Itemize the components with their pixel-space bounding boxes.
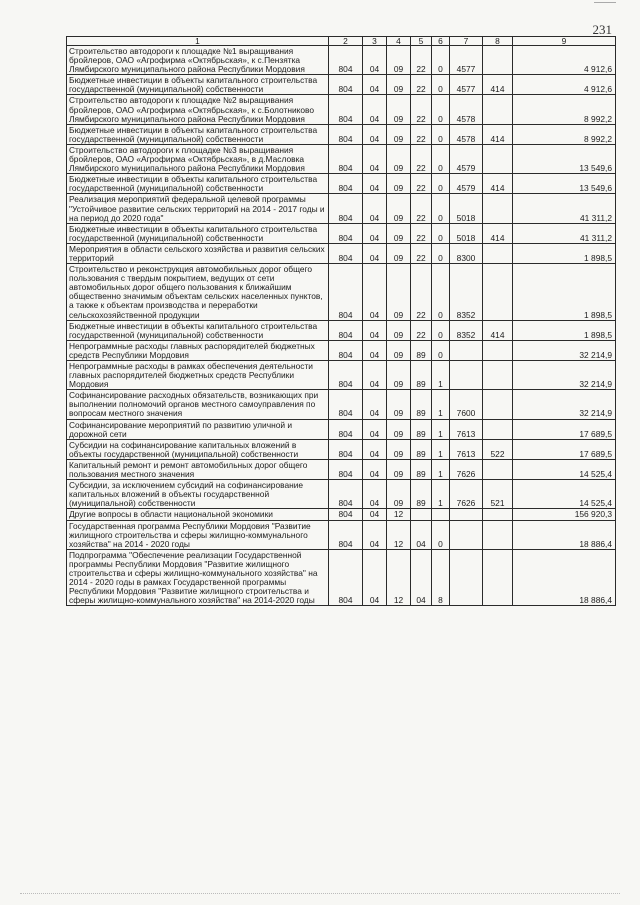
cell-c5: 22 — [411, 320, 432, 340]
cell-c5: 89 — [411, 439, 432, 459]
cell-c7: 7626 — [450, 480, 483, 509]
cell-c2: 804 — [329, 390, 363, 419]
cell-c9: 17 689,5 — [513, 419, 616, 439]
cell-c2: 804 — [329, 419, 363, 439]
cell-c6: 0 — [432, 75, 450, 95]
cell-c2: 804 — [329, 520, 363, 549]
cell-c6: 1 — [432, 480, 450, 509]
cell-c6: 0 — [432, 243, 450, 263]
cell-c7 — [450, 509, 483, 520]
cell-c8 — [483, 144, 513, 173]
cell-c5: 22 — [411, 75, 432, 95]
cell-c9: 13 549,6 — [513, 174, 616, 194]
cell-c6: 1 — [432, 361, 450, 390]
cell-c5: 04 — [411, 520, 432, 549]
cell-c2: 804 — [329, 223, 363, 243]
cell-c8: 521 — [483, 480, 513, 509]
column-header: 1 — [67, 37, 329, 46]
table-row — [67, 509, 616, 520]
cell-c4: 09 — [387, 459, 411, 479]
cell-c4: 12 — [387, 520, 411, 549]
row-name: Непрограммные расходы главных распорядителей бюджетных средств Республики Мордовия — [67, 340, 329, 360]
cell-c2: 804 — [329, 75, 363, 95]
cell-c4: 09 — [387, 46, 411, 75]
cell-c9: 156 920,3 — [513, 509, 616, 520]
scan-mark — [594, 2, 616, 3]
cell-c8 — [483, 243, 513, 263]
table-row — [67, 549, 616, 606]
cell-c6 — [432, 509, 450, 520]
cell-c9: 1 898,5 — [513, 243, 616, 263]
cell-c4: 09 — [387, 144, 411, 173]
row-name: Строительство и реконструкция автомобильных дорог общего пользования с твердым покрытием, ведущих от сети автомобильных дорог общего пользования к ближайшим общественно значимым объектам сельских населенных пунктов, а также к объектам производства и переработки сельскохозяйственной продукции — [67, 264, 329, 321]
cell-c8 — [483, 361, 513, 390]
column-header: 4 — [387, 37, 411, 46]
table-row — [67, 340, 616, 360]
cell-c8: 414 — [483, 124, 513, 144]
cell-c8 — [483, 509, 513, 520]
table-row — [67, 439, 616, 459]
cell-c8: 522 — [483, 439, 513, 459]
scan-edge — [20, 893, 620, 895]
cell-c8 — [483, 520, 513, 549]
cell-c5: 22 — [411, 174, 432, 194]
cell-c5: 22 — [411, 243, 432, 263]
cell-c4: 09 — [387, 243, 411, 263]
cell-c2: 804 — [329, 361, 363, 390]
cell-c5: 22 — [411, 46, 432, 75]
table-row — [67, 264, 616, 321]
cell-c3: 04 — [363, 459, 387, 479]
row-name: Строительство автодороги к площадке №2 выращивания бройлеров, ОАО «Агрофирма «Октябрьская», к с.Болотниково Лямбирского муниципального района Республики Мордовия — [67, 95, 329, 124]
cell-c8 — [483, 46, 513, 75]
cell-c4: 09 — [387, 124, 411, 144]
column-header: 8 — [483, 37, 513, 46]
cell-c8 — [483, 390, 513, 419]
cell-c6: 0 — [432, 264, 450, 321]
cell-c7: 7626 — [450, 459, 483, 479]
cell-c2: 804 — [329, 144, 363, 173]
cell-c2: 804 — [329, 509, 363, 520]
row-name: Бюджетные инвестиции в объекты капитального строительства государственной (муниципальной) собственности — [67, 174, 329, 194]
cell-c5: 22 — [411, 144, 432, 173]
cell-c6: 0 — [432, 174, 450, 194]
cell-c3: 04 — [363, 243, 387, 263]
cell-c3: 04 — [363, 95, 387, 124]
cell-c2: 804 — [329, 480, 363, 509]
cell-c9: 41 311,2 — [513, 194, 616, 223]
row-name: Капитальный ремонт и ремонт автомобильных дорог общего пользования местного значения — [67, 459, 329, 479]
cell-c9: 1 898,5 — [513, 264, 616, 321]
table-row — [67, 320, 616, 340]
cell-c5: 89 — [411, 480, 432, 509]
cell-c2: 804 — [329, 124, 363, 144]
cell-c8 — [483, 459, 513, 479]
row-name: Бюджетные инвестиции в объекты капитального строительства государственной (муниципальной) собственности — [67, 223, 329, 243]
cell-c9: 4 912,6 — [513, 46, 616, 75]
row-name: Непрограммные расходы в рамках обеспечения деятельности главных распорядителей бюджетных средств Республики Мордовия — [67, 361, 329, 390]
cell-c3: 04 — [363, 223, 387, 243]
table-row — [67, 46, 616, 75]
cell-c4: 09 — [387, 419, 411, 439]
cell-c2: 804 — [329, 95, 363, 124]
cell-c2: 804 — [329, 243, 363, 263]
cell-c9: 8 992,2 — [513, 95, 616, 124]
cell-c6: 0 — [432, 223, 450, 243]
row-name: Строительство автодороги к площадке №1 выращивания бройлеров, ОАО «Агрофирма «Октябрьская», к с.Пензятка Лямбирского муниципального района Республики Мордовия — [67, 46, 329, 75]
row-name: Бюджетные инвестиции в объекты капитального строительства государственной (муниципальной) собственности — [67, 124, 329, 144]
cell-c6: 1 — [432, 459, 450, 479]
row-name: Софинансирование мероприятий по развитию уличной и дорожной сети — [67, 419, 329, 439]
cell-c3: 04 — [363, 340, 387, 360]
cell-c6: 1 — [432, 439, 450, 459]
cell-c5: 89 — [411, 361, 432, 390]
table-row — [67, 124, 616, 144]
cell-c3: 04 — [363, 361, 387, 390]
cell-c3: 04 — [363, 75, 387, 95]
table-row — [67, 390, 616, 419]
table-row — [67, 95, 616, 124]
cell-c4: 09 — [387, 75, 411, 95]
cell-c5: 22 — [411, 223, 432, 243]
cell-c5: 22 — [411, 194, 432, 223]
cell-c3: 04 — [363, 509, 387, 520]
cell-c4: 09 — [387, 223, 411, 243]
budget-table — [66, 36, 616, 606]
cell-c9: 17 689,5 — [513, 439, 616, 459]
cell-c2: 804 — [329, 549, 363, 606]
cell-c6: 8 — [432, 549, 450, 606]
table-row — [67, 243, 616, 263]
cell-c8 — [483, 549, 513, 606]
cell-c8 — [483, 340, 513, 360]
cell-c4: 09 — [387, 340, 411, 360]
cell-c3: 04 — [363, 124, 387, 144]
cell-c8: 414 — [483, 223, 513, 243]
cell-c7: 4578 — [450, 124, 483, 144]
cell-c9: 1 898,5 — [513, 320, 616, 340]
cell-c8 — [483, 264, 513, 321]
column-header: 7 — [450, 37, 483, 46]
page-number: 231 — [592, 22, 612, 37]
cell-c2: 804 — [329, 439, 363, 459]
cell-c2: 804 — [329, 459, 363, 479]
row-name: Мероприятия в области сельского хозяйства и развития сельских территорий — [67, 243, 329, 263]
cell-c2: 804 — [329, 46, 363, 75]
cell-c7 — [450, 361, 483, 390]
cell-c8 — [483, 194, 513, 223]
cell-c8: 414 — [483, 174, 513, 194]
cell-c9: 41 311,2 — [513, 223, 616, 243]
table-row — [67, 75, 616, 95]
cell-c7: 7613 — [450, 419, 483, 439]
cell-c6: 0 — [432, 340, 450, 360]
cell-c8 — [483, 95, 513, 124]
row-name: Бюджетные инвестиции в объекты капитального строительства государственной (муниципальной) собственности — [67, 75, 329, 95]
cell-c6: 0 — [432, 46, 450, 75]
column-header: 5 — [411, 37, 432, 46]
cell-c2: 804 — [329, 174, 363, 194]
cell-c4: 09 — [387, 480, 411, 509]
cell-c6: 1 — [432, 390, 450, 419]
cell-c9: 32 214,9 — [513, 361, 616, 390]
cell-c4: 09 — [387, 361, 411, 390]
cell-c9: 13 549,6 — [513, 144, 616, 173]
cell-c7: 5018 — [450, 194, 483, 223]
table-row — [67, 361, 616, 390]
cell-c5: 89 — [411, 459, 432, 479]
cell-c7: 7600 — [450, 390, 483, 419]
cell-c3: 04 — [363, 264, 387, 321]
cell-c5: 89 — [411, 340, 432, 360]
cell-c3: 04 — [363, 174, 387, 194]
row-name: Подпрограмма "Обеспечение реализации Государственной программы Республики Мордовия "Развитие жилищного строительства и сферы жилищно-коммунального хозяйства" на 2014 - 2020 годы в рамках Государственной программы Республики Мордовия "Развитие жилищного строительства и сферы жилищно-коммунального хозяйства" на 2014-2020 годы — [67, 549, 329, 606]
cell-c7: 7613 — [450, 439, 483, 459]
row-name: Бюджетные инвестиции в объекты капитального строительства государственной (муниципальной) собственности — [67, 320, 329, 340]
cell-c5: 22 — [411, 124, 432, 144]
cell-c2: 804 — [329, 320, 363, 340]
cell-c9: 14 525,4 — [513, 480, 616, 509]
table-row — [67, 223, 616, 243]
cell-c3: 04 — [363, 194, 387, 223]
cell-c7: 8352 — [450, 320, 483, 340]
cell-c2: 804 — [329, 194, 363, 223]
cell-c7: 8300 — [450, 243, 483, 263]
cell-c6: 0 — [432, 144, 450, 173]
cell-c5: 89 — [411, 419, 432, 439]
cell-c5: 22 — [411, 264, 432, 321]
cell-c9: 32 214,9 — [513, 340, 616, 360]
row-name: Реализация мероприятий федеральной целевой программы "Устойчивое развитие сельских территорий на 2014 - 2017 годы и на период до 2020 года" — [67, 194, 329, 223]
cell-c2: 804 — [329, 340, 363, 360]
cell-c3: 04 — [363, 520, 387, 549]
cell-c7: 4577 — [450, 46, 483, 75]
cell-c5: 22 — [411, 95, 432, 124]
row-name: Субсидии, за исключением субсидий на софинансирование капитальных вложений в объекты государственной (муниципальной) собственности — [67, 480, 329, 509]
cell-c6: 0 — [432, 95, 450, 124]
cell-c3: 04 — [363, 390, 387, 419]
cell-c6: 0 — [432, 124, 450, 144]
cell-c7: 4578 — [450, 95, 483, 124]
cell-c2: 804 — [329, 264, 363, 321]
cell-c7 — [450, 340, 483, 360]
cell-c4: 09 — [387, 174, 411, 194]
table-row — [67, 459, 616, 479]
column-header-row — [67, 37, 616, 46]
column-header: 3 — [363, 37, 387, 46]
cell-c9: 32 214,9 — [513, 390, 616, 419]
column-header: 9 — [513, 37, 616, 46]
cell-c3: 04 — [363, 320, 387, 340]
cell-c3: 04 — [363, 419, 387, 439]
cell-c9: 14 525,4 — [513, 459, 616, 479]
cell-c4: 09 — [387, 264, 411, 321]
row-name: Субсидии на софинансирование капитальных вложений в объекты государственной (муниципальной) собственности — [67, 439, 329, 459]
cell-c5: 04 — [411, 549, 432, 606]
cell-c5: 89 — [411, 390, 432, 419]
cell-c7: 4577 — [450, 75, 483, 95]
cell-c6: 0 — [432, 520, 450, 549]
row-name: Строительство автодороги к площадке №3 выращивания бройлеров, ОАО «Агрофирма «Октябрьская», в д.Масловка Лямбирского муниципального района Республики Мордовия — [67, 144, 329, 173]
cell-c4: 12 — [387, 549, 411, 606]
cell-c4: 09 — [387, 194, 411, 223]
cell-c9: 18 886,4 — [513, 520, 616, 549]
cell-c6: 0 — [432, 194, 450, 223]
table-row — [67, 144, 616, 173]
cell-c3: 04 — [363, 144, 387, 173]
cell-c7: 5018 — [450, 223, 483, 243]
table-row — [67, 419, 616, 439]
cell-c9: 18 886,4 — [513, 549, 616, 606]
table-row — [67, 194, 616, 223]
column-header: 6 — [432, 37, 450, 46]
cell-c7: 4579 — [450, 144, 483, 173]
cell-c8: 414 — [483, 320, 513, 340]
column-header: 2 — [329, 37, 363, 46]
cell-c6: 1 — [432, 419, 450, 439]
row-name: Государственная программа Республики Мордовия "Развитие жилищного строительства и сферы жилищно-коммунального хозяйства" на 2014 - 2020 годы — [67, 520, 329, 549]
cell-c7: 8352 — [450, 264, 483, 321]
table-row — [67, 174, 616, 194]
cell-c4: 09 — [387, 390, 411, 419]
table-row — [67, 480, 616, 509]
cell-c3: 04 — [363, 439, 387, 459]
row-name: Софинансирование расходных обязательств, возникающих при выполнении полномочий органов местного самоуправления по вопросам местного значения — [67, 390, 329, 419]
cell-c4: 09 — [387, 320, 411, 340]
cell-c6: 0 — [432, 320, 450, 340]
table-body — [67, 46, 616, 606]
cell-c7: 4579 — [450, 174, 483, 194]
table-row — [67, 520, 616, 549]
cell-c3: 04 — [363, 46, 387, 75]
cell-c8: 414 — [483, 75, 513, 95]
cell-c4: 12 — [387, 509, 411, 520]
cell-c7 — [450, 549, 483, 606]
row-name: Другие вопросы в области национальной экономики — [67, 509, 329, 520]
cell-c7 — [450, 520, 483, 549]
cell-c4: 09 — [387, 439, 411, 459]
cell-c4: 09 — [387, 95, 411, 124]
cell-c9: 4 912,6 — [513, 75, 616, 95]
cell-c5 — [411, 509, 432, 520]
cell-c3: 04 — [363, 549, 387, 606]
cell-c9: 8 992,2 — [513, 124, 616, 144]
cell-c3: 04 — [363, 480, 387, 509]
cell-c8 — [483, 419, 513, 439]
